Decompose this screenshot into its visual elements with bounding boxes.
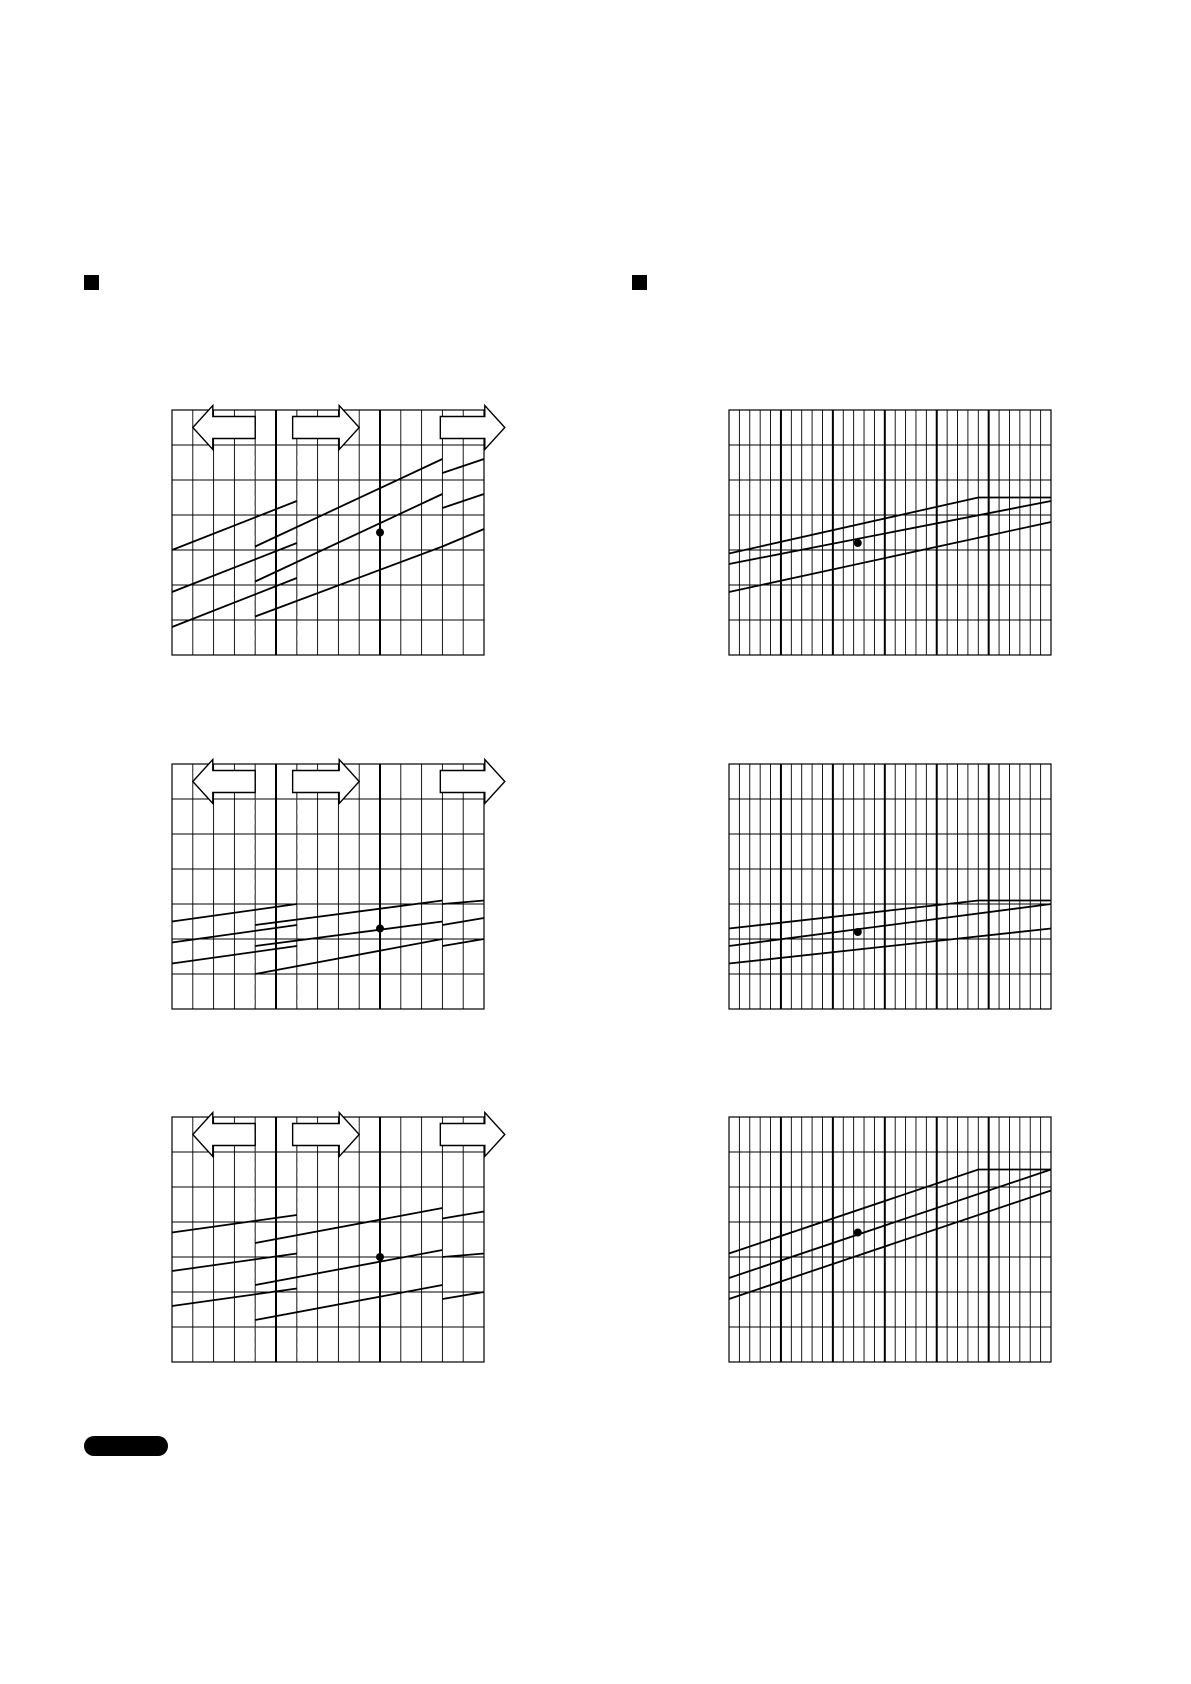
chart-right-1	[729, 410, 1051, 655]
series-line	[255, 547, 442, 617]
series-line	[729, 1191, 1051, 1300]
right-arrow-icon	[293, 760, 360, 804]
right-arrow-icon	[440, 1113, 504, 1157]
series-line	[729, 929, 1051, 964]
series-line	[255, 922, 442, 947]
chart-frame	[172, 764, 484, 1009]
series-line	[729, 498, 1051, 554]
left-arrow-icon	[193, 1113, 255, 1157]
rating-point-marker	[854, 539, 862, 547]
right-arrow-icon	[293, 1113, 360, 1157]
left-arrow-icon	[193, 406, 255, 450]
series-line	[255, 1208, 442, 1243]
left-column-marker	[84, 275, 99, 290]
chart-right-3	[729, 1117, 1051, 1362]
note-pill	[84, 1436, 168, 1456]
chart-frame	[729, 764, 1051, 1009]
right-arrow-icon	[440, 760, 504, 804]
series-line	[729, 1170, 1051, 1279]
rating-point-marker	[376, 925, 384, 933]
series-line	[729, 1170, 1051, 1254]
chart-frame	[172, 1117, 484, 1362]
rating-point-marker	[376, 1253, 384, 1261]
rating-point-marker	[376, 529, 384, 537]
left-arrow-icon	[193, 760, 255, 804]
rating-point-marker	[854, 1229, 862, 1237]
right-column-marker	[632, 275, 647, 290]
series-line	[255, 939, 442, 974]
right-arrow-icon	[293, 406, 360, 450]
chart-left-3	[172, 1117, 484, 1362]
right-arrow-icon	[440, 406, 504, 450]
series-line	[255, 459, 442, 547]
chart-right-2	[729, 764, 1051, 1009]
chart-frame	[729, 1117, 1051, 1362]
chart-left-1	[172, 410, 484, 655]
chart-left-2	[172, 764, 484, 1009]
rating-point-marker	[854, 928, 862, 936]
